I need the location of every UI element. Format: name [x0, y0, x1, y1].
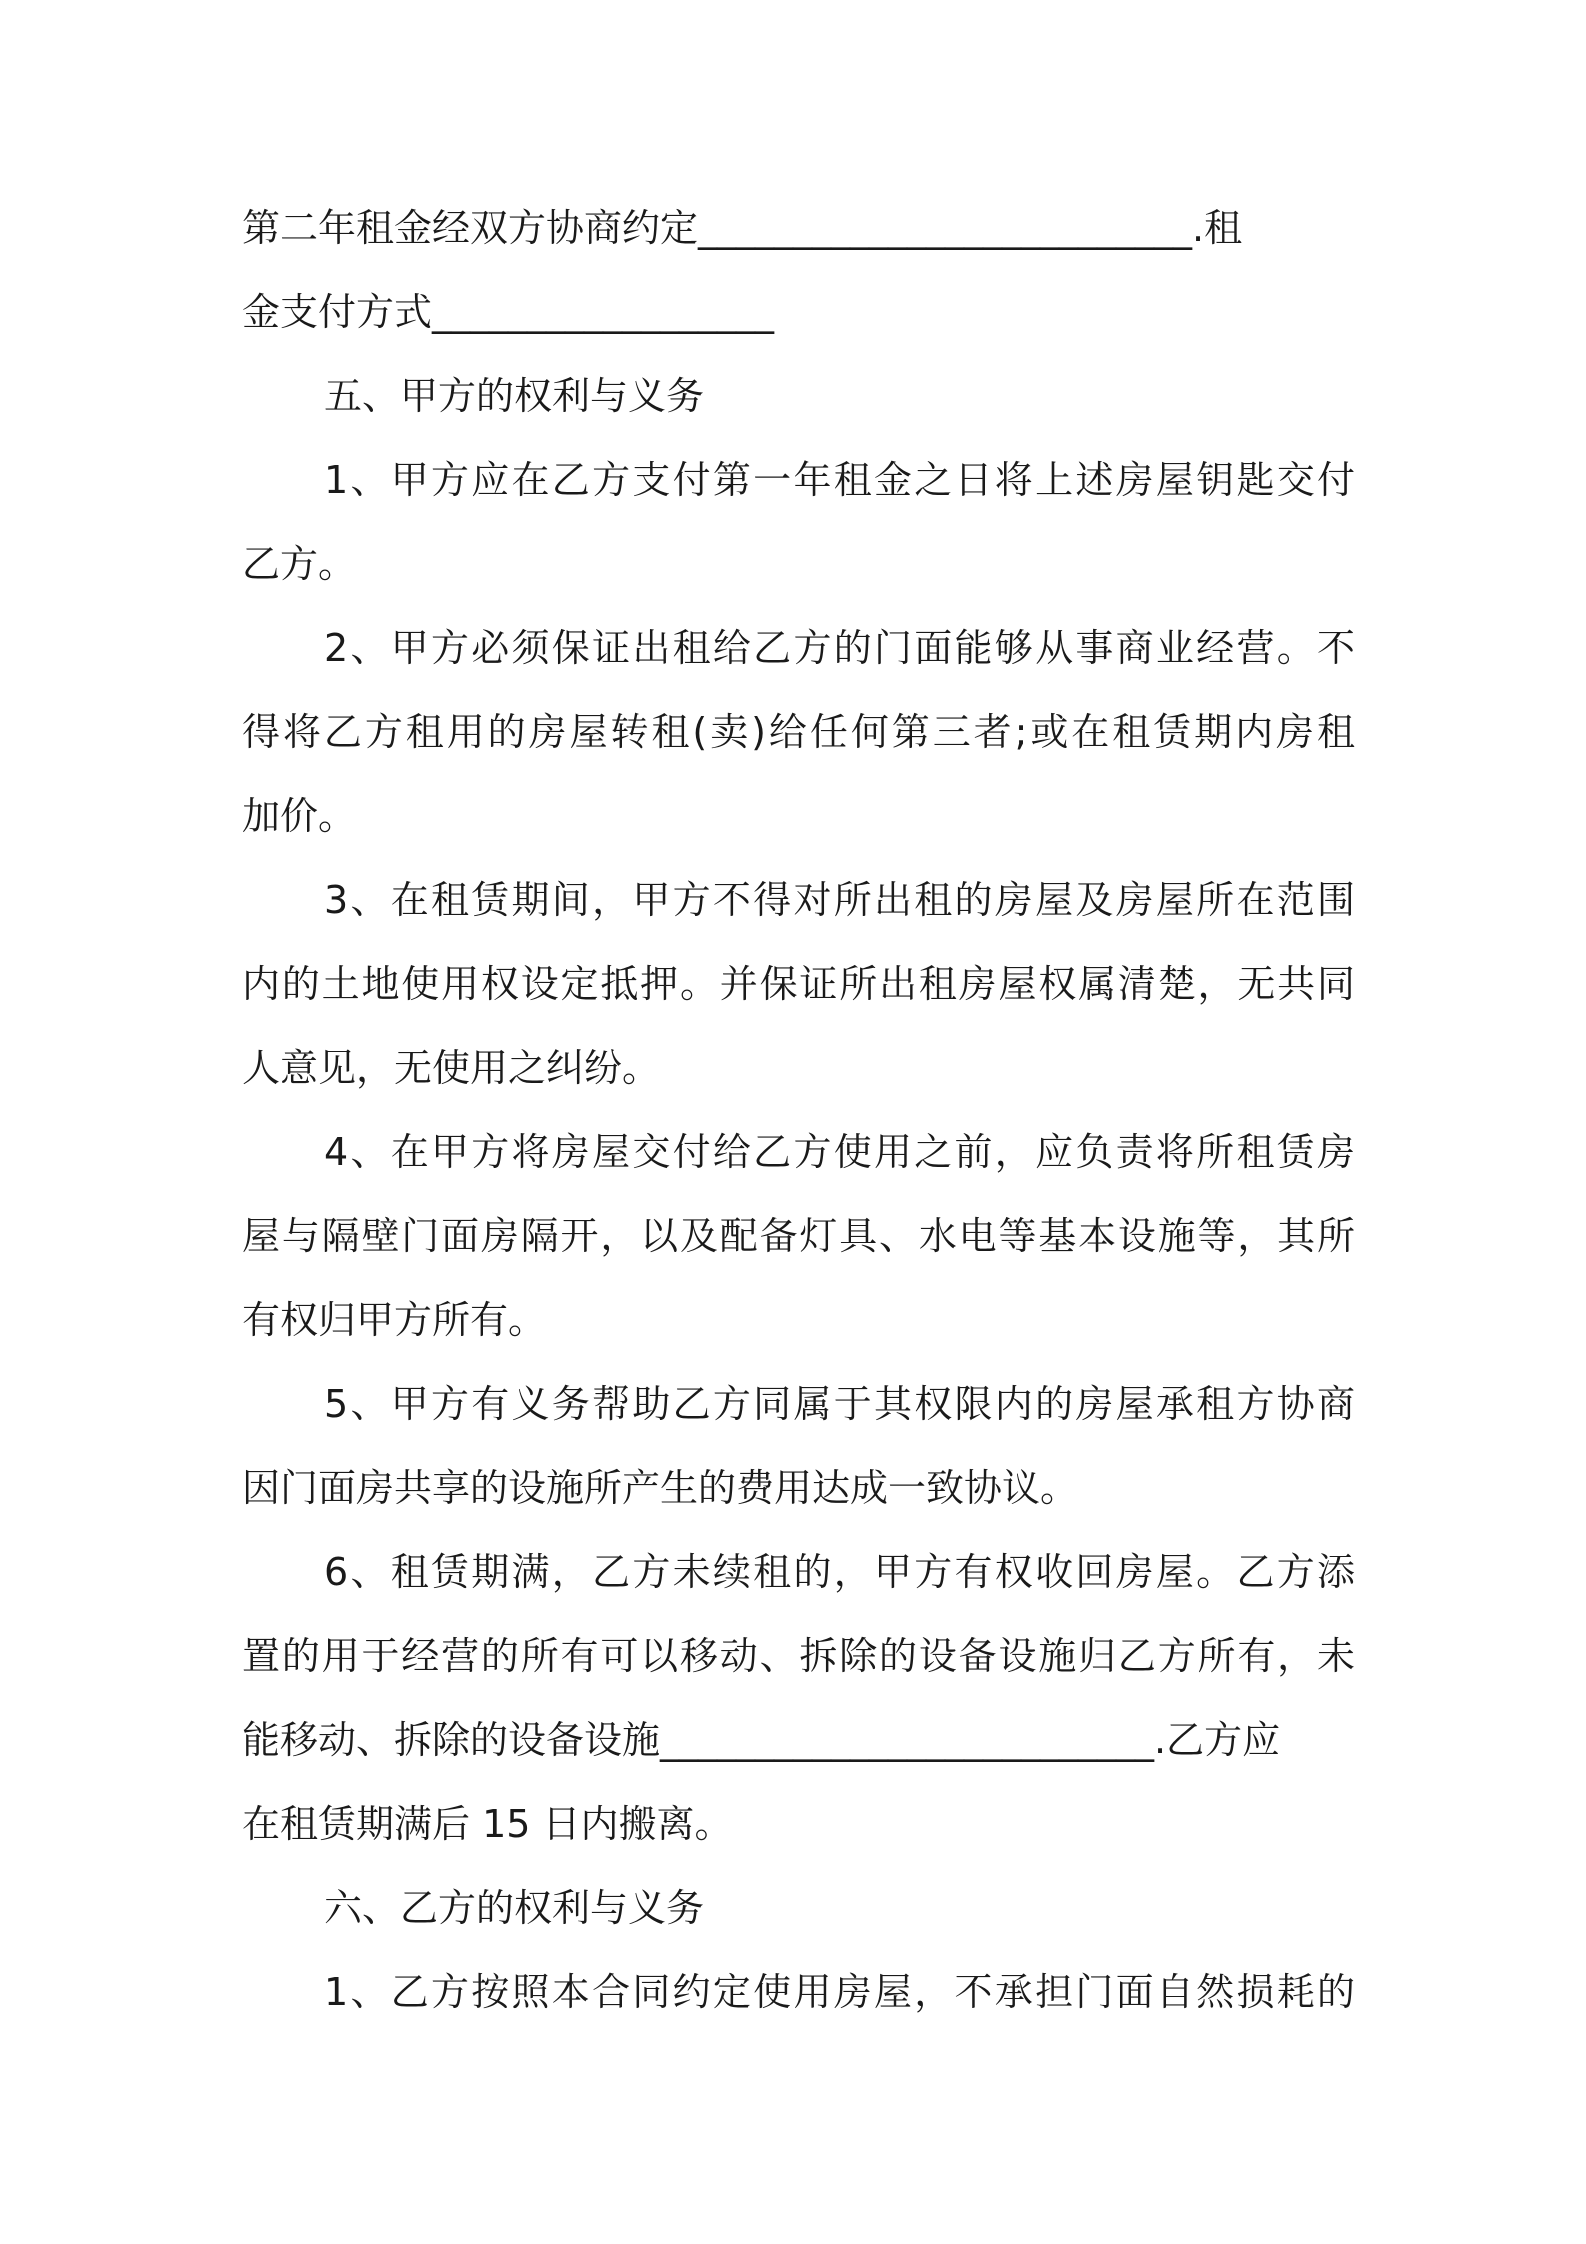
text-line: 金支付方式__________________ — [242, 290, 775, 334]
text-line: 因门面房共享的设施所产生的费用达成一致协议。 — [242, 1466, 1079, 1510]
text-line: 屋与隔壁门面房隔开，以及配备灯具、水电等基本设施等，其所 — [242, 1214, 1355, 1258]
text-line: 加价。 — [242, 794, 357, 838]
document-body — [242, 186, 1355, 2034]
text-line: 置的用于经营的所有可以移动、拆除的设备设施归乙方所有，未 — [242, 1634, 1355, 1678]
text-line: 人意见，无使用之纠纷。 — [242, 1046, 661, 1090]
section-heading: 六、乙方的权利与义务 — [324, 1886, 705, 1930]
text-line: 能移动、拆除的设备设施__________________________.乙方应 — [242, 1718, 1281, 1762]
text-line: 1、甲方应在乙方支付第一年租金之日将上述房屋钥匙交付 — [324, 458, 1355, 502]
text-line: 3、在租赁期间，甲方不得对所出租的房屋及房屋所在范围 — [324, 878, 1355, 922]
section-heading: 五、甲方的权利与义务 — [324, 374, 705, 418]
text-line: 内的土地使用权设定抵押。并保证所出租房屋权属清楚，无共同 — [242, 962, 1355, 1006]
text-line: 5、甲方有义务帮助乙方同属于其权限内的房屋承租方协商 — [324, 1382, 1355, 1426]
text-line: 有权归甲方所有。 — [242, 1298, 547, 1342]
text-line: 1、乙方按照本合同约定使用房屋，不承担门面自然损耗的 — [324, 1970, 1355, 2014]
text-line: 得将乙方租用的房屋转租(卖)给任何第三者;或在租赁期内房租 — [242, 710, 1355, 754]
text-line: 2、甲方必须保证出租给乙方的门面能够从事商业经营。不 — [324, 626, 1355, 670]
text-line: 第二年租金经双方协商约定__________________________.租 — [242, 206, 1243, 250]
text-line: 乙方。 — [242, 542, 357, 586]
text-line: 6、租赁期满，乙方未续租的，甲方有权收回房屋。乙方添 — [324, 1550, 1355, 1594]
text-line: 4、在甲方将房屋交付给乙方使用之前，应负责将所租赁房 — [324, 1130, 1355, 1174]
text-line: 在租赁期满后 15 日内搬离。 — [242, 1802, 733, 1846]
